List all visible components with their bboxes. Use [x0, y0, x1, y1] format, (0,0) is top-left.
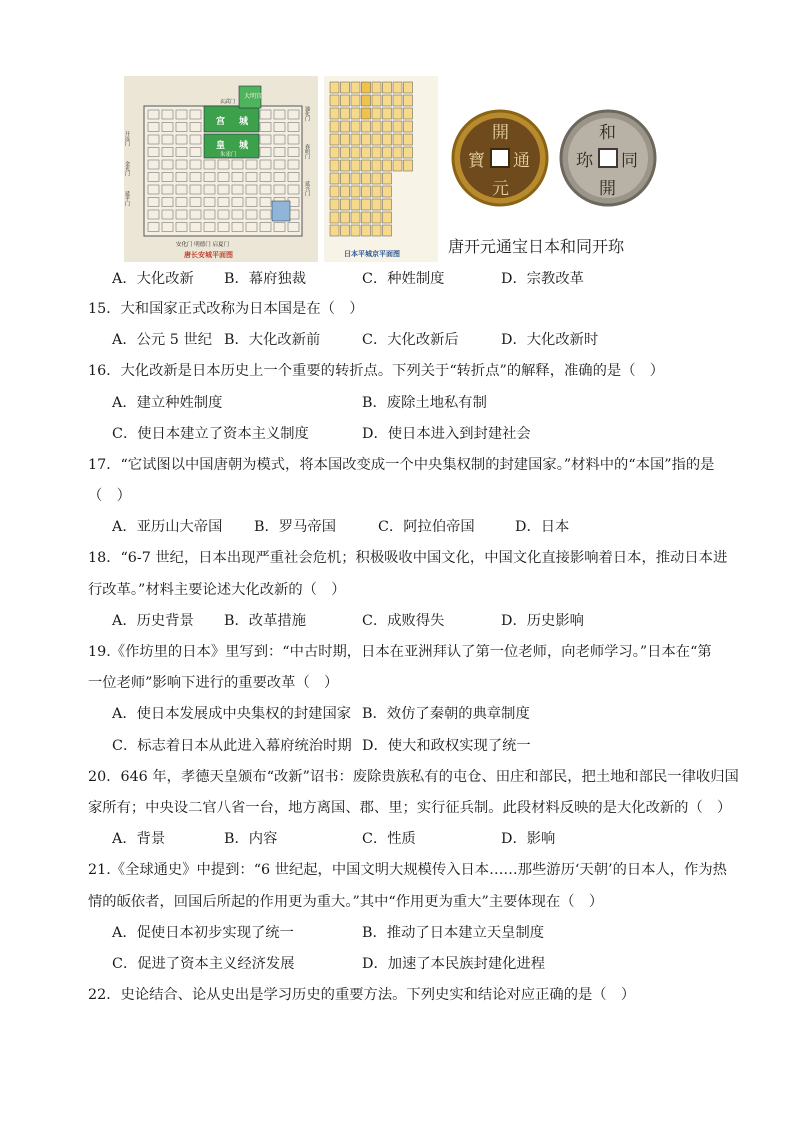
q19-option-c: C．标志着日本从此进入幕府统治时期 [112, 738, 352, 754]
heijo-block [341, 147, 350, 158]
q20-stem-line2: 家所有；中央设二官八省一台，地方离国、郡、里；实行征兵制。此段材料反映的是大化改新的（ ） [88, 800, 732, 816]
svg-text:延平门: 延平门 [124, 191, 130, 206]
heijo-block [383, 225, 392, 236]
coins-caption: 唐开元通宝日本和同开珎 [448, 237, 625, 256]
heijo-block [341, 199, 350, 210]
heijo-block [330, 160, 339, 171]
heijo-block [372, 186, 381, 197]
heijo-block [351, 82, 360, 93]
svg-text:城: 城 [239, 117, 249, 127]
q19-option-d: D．使大和政权实现了统一 [362, 738, 531, 754]
q20-option-c: C．性质 [362, 831, 416, 847]
q15-option-d: D．大化改新时 [501, 332, 599, 348]
heijo-block [330, 212, 339, 223]
svg-text:開: 開 [492, 123, 509, 143]
heijo-block [404, 134, 413, 145]
heijo-block [351, 199, 360, 210]
q15-option-a: A．公元 5 世纪 [112, 332, 212, 348]
svg-text:开远门: 开远门 [124, 131, 130, 146]
q18-option-a: A．历史背景 [112, 613, 194, 629]
svg-text:寶: 寶 [468, 151, 485, 171]
svg-text:和: 和 [599, 123, 616, 143]
heijo-block [372, 121, 381, 132]
heijo-block [393, 95, 402, 106]
q21-option-a: A．促使日本初步实现了统一 [112, 925, 294, 941]
q14-option-c: C．种姓制度 [362, 271, 445, 287]
changan-caption: 唐长安城平面图 [184, 250, 233, 259]
q19-stem-line2: 一位老师”影响下进行的重要改革（ ） [88, 675, 339, 691]
heijo-block [341, 225, 350, 236]
changan-map [124, 76, 318, 262]
heijo-block [362, 121, 371, 132]
heijo-block [351, 173, 360, 184]
q21-stem-line2: 情的皈依者，回国后所起的作用更为重大。”其中“作用更为重大”主要体现在（ ） [88, 894, 604, 910]
heijo-block [351, 225, 360, 236]
heijo-block [383, 147, 392, 158]
heijo-block [404, 95, 413, 106]
heijo-block [372, 108, 381, 119]
q20-option-d: D．影响 [501, 831, 556, 847]
q17-option-c: C．阿拉伯帝国 [378, 519, 475, 535]
heijo-block [404, 160, 413, 171]
q22-stem: 22．史论结合、论从史出是学习历史的重要方法。下列史实和结论对应正确的是（ ） [88, 987, 636, 1003]
heijo-block [362, 199, 371, 210]
q21-stem-line1: 21.《全球通史》中提到：“6 世纪起，中国文明大规模传入日本……那些游历‘天朝’的日本人，作为热 [88, 862, 727, 878]
q21-option-b: B．推动了日本建立天皇制度 [362, 925, 545, 941]
q16-stem: 16．大化改新是日本历史上一个重要的转折点。下列关于“转折点”的解释，准确的是（ ） [88, 363, 665, 379]
q20-option-a: A．背景 [112, 831, 166, 847]
label-daming: 大明宫 [244, 93, 263, 100]
svg-text:春明门: 春明门 [304, 144, 310, 159]
q14-option-b: B．幕府独裁 [224, 271, 306, 287]
heijo-block [351, 160, 360, 171]
coins-figure [448, 76, 664, 262]
heijo-block [372, 225, 381, 236]
heijo-block [351, 121, 360, 132]
svg-text:同: 同 [621, 151, 638, 171]
heijo-block [330, 147, 339, 158]
q19-option-b: B．效仿了秦朝的典章制度 [362, 706, 530, 722]
heijo-block [341, 108, 350, 119]
svg-text:通化门: 通化门 [304, 106, 310, 121]
heijo-block [372, 147, 381, 158]
heijo-block [341, 121, 350, 132]
q21-option-c: C．促进了资本主义经济发展 [112, 956, 295, 972]
heijo-block [393, 82, 402, 93]
heijo-block [372, 82, 381, 93]
heijo-block [351, 108, 360, 119]
heijo-block [351, 212, 360, 223]
heijo-block [330, 108, 339, 119]
heijo-block [383, 82, 392, 93]
heijo-block [341, 95, 350, 106]
svg-text:開: 開 [599, 179, 616, 199]
heijo-block [372, 160, 381, 171]
heijo-block [383, 95, 392, 106]
q15-stem: 15．大和国家正式改称为日本国是在（ ） [88, 301, 364, 317]
svg-text:宫: 宫 [216, 117, 226, 127]
heijo-block [362, 147, 371, 158]
coins-drawing [448, 76, 664, 262]
svg-text:皇: 皇 [216, 141, 226, 151]
q17-option-a: A．亚历山大帝国 [112, 519, 223, 535]
heijo-block [341, 82, 350, 93]
heijo-block [351, 134, 360, 145]
svg-text:珎: 珎 [576, 151, 593, 171]
heijo-block [362, 95, 371, 106]
heijo-map [324, 76, 438, 262]
q15-option-b: B．大化改新前 [224, 332, 321, 348]
heijo-block [341, 186, 350, 197]
heijo-block [341, 160, 350, 171]
svg-text:安化门 明德门 启夏门: 安化门 明德门 启夏门 [176, 242, 229, 248]
heijo-block [330, 186, 339, 197]
q21-option-d: D．加速了本民族封建化进程 [362, 956, 546, 972]
q17-option-b: B．罗马帝国 [254, 519, 336, 535]
q19-stem-line1: 19.《作坊里的日本》里写到：“中古时期，日本在亚洲拜认了第一位老师，向老师学习。”日本在“第 [88, 644, 712, 660]
heijo-block [383, 173, 392, 184]
q16-option-c: C．使日本建立了资本主义制度 [112, 426, 309, 442]
q20-option-b: B．内容 [224, 831, 278, 847]
changan-map-drawing [124, 76, 318, 262]
heijo-block [362, 212, 371, 223]
heijo-map-drawing [324, 76, 438, 262]
heijo-block [372, 95, 381, 106]
heijo-block [404, 108, 413, 119]
heijo-block [362, 173, 371, 184]
svg-text:玄武门: 玄武门 [220, 99, 236, 105]
heijo-block [372, 199, 381, 210]
q14-option-d: D．宗教改革 [501, 271, 584, 287]
heijo-block [362, 186, 371, 197]
heijo-block [330, 199, 339, 210]
heijo-block [404, 147, 413, 158]
heijo-block [372, 134, 381, 145]
q17-option-d: D．日本 [515, 519, 570, 535]
q18-stem-line1: 18．“6-7 世纪，日本出现严重社会危机；积极吸收中国文化，中国文化直接影响着日本，推动日本进 [88, 550, 728, 566]
heijo-block [404, 82, 413, 93]
heijo-block [393, 121, 402, 132]
heijo-block [362, 82, 371, 93]
heijo-block [330, 95, 339, 106]
heijo-block [341, 173, 350, 184]
heijo-block [383, 212, 392, 223]
svg-text:朱雀门: 朱雀门 [220, 152, 237, 158]
heijo-block [341, 134, 350, 145]
svg-text:金光门: 金光门 [124, 161, 130, 176]
heijo-block [383, 134, 392, 145]
heijo-block [351, 186, 360, 197]
heijo-block [393, 147, 402, 158]
heijo-block [362, 134, 371, 145]
q17-stem-line1: 17．“它试图以中国唐朝为模式，将本国改变成一个中央集权制的封建国家。”材料中的“本国”指的是 [88, 457, 715, 473]
svg-text:城: 城 [239, 141, 249, 151]
heijo-block [330, 121, 339, 132]
q16-option-b: B．废除土地私有制 [362, 395, 487, 411]
heijo-caption: 日本平城京平面图 [344, 249, 400, 258]
heijo-block [351, 95, 360, 106]
heijo-block [362, 160, 371, 171]
heijo-block [383, 186, 392, 197]
q14-option-a: A．大化改新 [112, 271, 194, 287]
q17-stem-line2: （ ） [88, 488, 131, 504]
heijo-block [383, 121, 392, 132]
heijo-block [330, 134, 339, 145]
q16-option-d: D．使日本进入到封建社会 [362, 426, 531, 442]
q16-option-a: A．建立种姓制度 [112, 395, 223, 411]
q18-option-c: C．成败得失 [362, 613, 445, 629]
heijo-block [372, 212, 381, 223]
q15-option-c: C．大化改新后 [362, 332, 459, 348]
q18-stem-line2: 行改革。”材料主要论述大化改新的（ ） [88, 582, 346, 598]
q18-option-d: D．历史影响 [501, 613, 584, 629]
heijo-block [383, 160, 392, 171]
svg-text:元: 元 [492, 179, 509, 199]
heijo-block [372, 173, 381, 184]
heijo-block [362, 108, 371, 119]
heijo-block [393, 134, 402, 145]
svg-text:通: 通 [513, 151, 530, 171]
q18-option-b: B．改革措施 [224, 613, 306, 629]
q19-option-a: A．使日本发展成中央集权的封建国家 [112, 706, 352, 722]
heijo-block [330, 82, 339, 93]
heijo-block [383, 108, 392, 119]
heijo-block [404, 121, 413, 132]
heijo-block [383, 199, 392, 210]
heijo-block [393, 160, 402, 171]
q20-stem-line1: 20．646 年，孝德天皇颁布“改新”诏书：废除贵族私有的屯仓、田庄和部民，把土地和部民一律收归国 [88, 769, 739, 785]
heijo-block [393, 108, 402, 119]
heijo-block [330, 225, 339, 236]
heijo-block [341, 212, 350, 223]
heijo-block [362, 225, 371, 236]
heijo-block [330, 173, 339, 184]
heijo-block [351, 147, 360, 158]
svg-text:延兴门: 延兴门 [304, 181, 310, 196]
